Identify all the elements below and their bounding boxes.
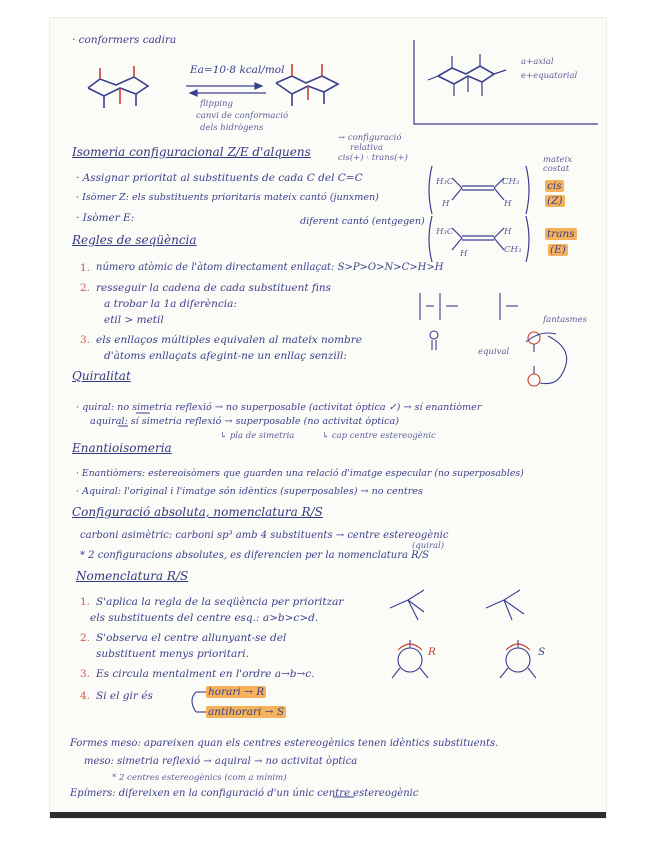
flip-label: flipping	[200, 99, 233, 109]
cis-z-label: (Z)	[547, 195, 563, 207]
absoluta-line-2: * 2 configuracions absolutes, es diferencien per la nomenclatura R/S	[80, 550, 429, 561]
mateix-note: mateix	[543, 155, 573, 165]
enantio-heading: Enantioisomeria	[72, 441, 172, 455]
nom-1b: els substituents del centre esq.: a>b>c>d.	[90, 612, 319, 624]
nom-3-num: 3.	[80, 668, 91, 680]
axial-note: a+axial	[521, 57, 554, 67]
costat-note: costat	[543, 164, 570, 174]
flip-note-2: dels hidrògens	[200, 123, 264, 133]
regla-1-num: 1.	[80, 262, 91, 274]
quiral-line: · quiral: no simetria reflexió → no superposable (activitat òptica ✓) → sí enantiòmer	[76, 402, 482, 413]
equatorial-note: e+equatorial	[521, 71, 578, 81]
meso-line: meso: simetria reflexió → aquiral → no activitat òptica	[84, 756, 358, 767]
regla-3-num: 3.	[80, 334, 91, 346]
quiralitat-heading: Quiralitat	[72, 369, 131, 383]
isomeria-line-3: · Isòmer E:	[76, 212, 135, 224]
nom-2a: S'observa el centre allunyant-se del	[96, 632, 287, 644]
trans-h-top: H	[504, 227, 512, 237]
conformers-title: · conformers cadira	[72, 34, 177, 46]
regla-2b: a trobar la 1a diferència:	[104, 298, 237, 310]
nom-1-num: 1.	[80, 596, 91, 608]
equival-label: equival	[478, 347, 510, 357]
trans-e-label: (E)	[550, 244, 566, 256]
config-note-3: cis(+) · trans(+)	[338, 153, 408, 163]
regles-heading: Regles de seqüència	[72, 233, 197, 247]
fantasmes-label: fantasmes	[543, 315, 587, 325]
isomeria-line-3b: diferent cantó (entgegen)	[300, 216, 425, 227]
enantio-line-1: · Enantiòmers: estereoisòmers que guarden una relació d'imatge especular (no superposables)	[76, 468, 524, 479]
trans-label: trans	[547, 228, 575, 240]
pla-simetria-note: ↳ pla de simetria	[220, 431, 295, 441]
trans-h-bottom: H	[460, 249, 468, 259]
regla-3b: d'àtoms enllaçats afegint-ne un enllaç senzill:	[104, 350, 347, 362]
flip-note-1: canvi de conformació	[196, 111, 289, 121]
cap-centre-note: ↳ cap centre estereogènic	[322, 431, 436, 441]
quiral-note: (quiral)	[412, 541, 445, 551]
regla-2-num: 2.	[80, 282, 91, 294]
absoluta-line-1: carboni asimètric: carboni sp³ amb 4 substituents → centre estereogènic	[80, 530, 449, 541]
trans-h3c: H₃C	[436, 227, 454, 237]
isomeria-line-2: · Isòmer Z: els substituents prioritaris mateix cantó (junxmen)	[76, 192, 379, 203]
regla-2c: etil > metil	[104, 314, 164, 326]
nom-3: Es circula mentalment en l'ordre a→b→c.	[96, 668, 315, 680]
regla-1: número atòmic de l'àtom directament enllaçat: S>P>O>N>C>H>H	[96, 262, 444, 273]
page-edge	[50, 812, 606, 818]
config-note-1: → configuració	[338, 133, 402, 143]
s-label: S	[538, 646, 546, 658]
trans-ch3: CH₃	[504, 245, 522, 255]
isomeria-line-1: · Assignar prioritat al substituents de cada C del C=C	[76, 172, 363, 184]
antihorari-rule: antihorari → S	[208, 706, 285, 718]
nomenclatura-heading: Nomenclatura R/S	[76, 569, 189, 583]
formes-meso-line: Formes meso: apareixen quan els centres estereogènics tenen idèntics substituents.	[70, 738, 499, 749]
nom-2-num: 2.	[80, 632, 91, 644]
activation-energy: Ea=10·8 kcal/mol	[190, 64, 285, 76]
cis-h3c: H₃C	[436, 177, 454, 187]
nom-4-num: 4.	[80, 690, 91, 702]
absoluta-heading: Configuració absoluta, nomenclatura R/S	[72, 505, 323, 519]
cis-label: cis	[547, 180, 562, 192]
epimers-line: Epímers: difereixen en la configuració d'un únic centre estereogènic	[70, 788, 419, 799]
regla-2a: resseguir la cadena de cada substituent fins	[96, 282, 332, 294]
isomeria-heading: Isomeria configuracional Z/E d'alquens	[72, 145, 311, 159]
nom-2b: substituent menys prioritari.	[96, 648, 249, 660]
cis-h-right: H	[504, 199, 512, 209]
nom-4: Si el gir és	[96, 690, 153, 702]
cis-h-left: H	[442, 199, 450, 209]
enantio-line-2: · Aquiral: l'original i l'imatge són idèntics (superposables) → no centres	[76, 486, 423, 497]
regla-3a: els enllaços múltiples equivalen al mateix nombre	[96, 334, 362, 346]
r-label: R	[428, 646, 436, 658]
horari-rule: horari → R	[208, 686, 265, 698]
cis-ch3: CH₃	[502, 177, 520, 187]
nom-1a: S'aplica la regla de la seqüència per prioritzar	[96, 596, 344, 608]
aquiral-line: aquiral: sí simetria reflexió → superposable (no activitat òptica)	[90, 416, 399, 427]
config-note-2: relativa	[350, 143, 383, 153]
meso-note: * 2 centres estereogènics (com a mínim)	[112, 773, 287, 783]
